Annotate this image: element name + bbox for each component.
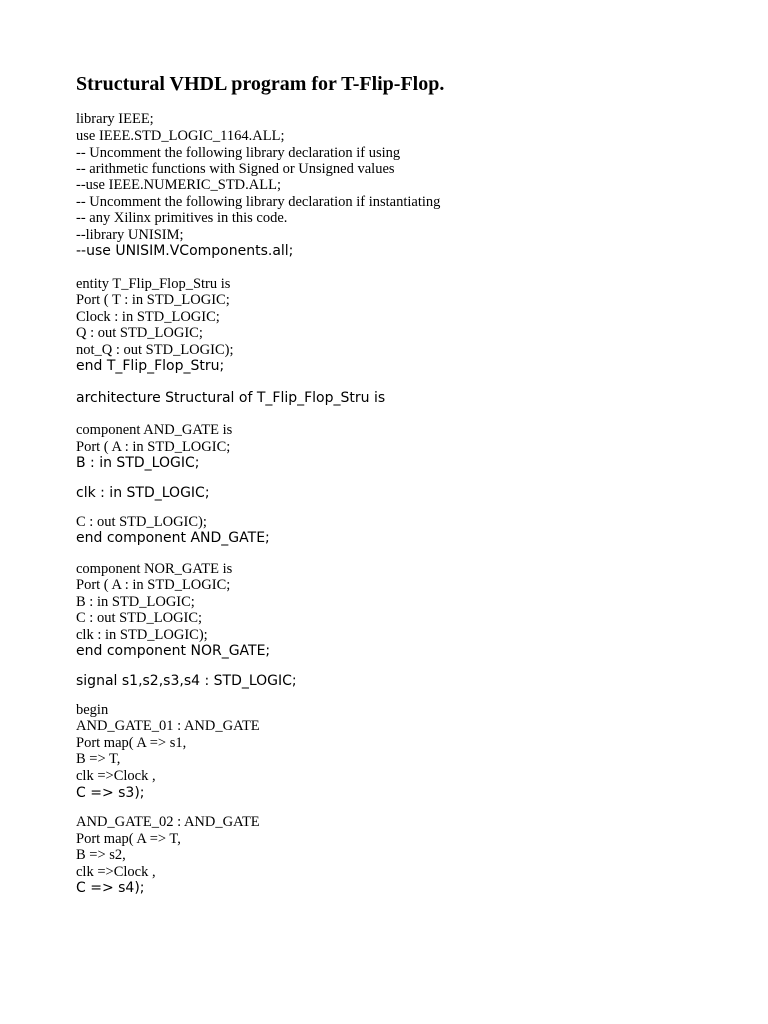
code-line: -- Uncomment the following library declaration if instantiating [76,194,441,210]
code-line: library IEEE; [76,111,154,127]
code-line: component NOR_GATE is [76,561,233,577]
code-line: not_Q : out STD_LOGIC); [76,342,234,358]
code-line: C => s4); [76,880,145,896]
code-line: B : in STD_LOGIC; [76,594,195,610]
code-line: -- any Xilinx primitives in this code. [76,210,288,226]
code-line: B => s2, [76,847,126,863]
code-line: Port map( A => s1, [76,735,187,751]
code-line: C => s3); [76,785,145,801]
code-line: C : out STD_LOGIC); [76,514,207,530]
code-line: entity T_Flip_Flop_Stru is [76,276,231,292]
code-line: Port ( A : in STD_LOGIC; [76,577,231,593]
document-title: Structural VHDL program for T-Flip-Flop. [76,73,445,95]
code-line: AND_GATE_01 : AND_GATE [76,718,260,734]
code-line: --use IEEE.NUMERIC_STD.ALL; [76,177,281,193]
code-line: B => T, [76,751,121,767]
code-line: Port map( A => T, [76,831,181,847]
code-line: clk : in STD_LOGIC; [76,485,210,501]
code-line: end component NOR_GATE; [76,643,271,659]
code-line: --use UNISIM.VComponents.all; [76,243,294,259]
code-line: -- arithmetic functions with Signed or Unsigned values [76,161,395,177]
code-line: clk =>Clock , [76,768,156,784]
code-line: Q : out STD_LOGIC; [76,325,203,341]
code-line: signal s1,s2,s3,s4 : STD_LOGIC; [76,673,297,689]
code-line: end component AND_GATE; [76,530,270,546]
code-line: end T_Flip_Flop_Stru; [76,358,225,374]
code-line: AND_GATE_02 : AND_GATE [76,814,260,830]
code-line: begin [76,702,109,718]
code-line: component AND_GATE is [76,422,233,438]
code-line: B : in STD_LOGIC; [76,455,200,471]
code-line: clk =>Clock , [76,864,156,880]
code-line: Port ( T : in STD_LOGIC; [76,292,230,308]
code-line: clk : in STD_LOGIC); [76,627,208,643]
code-line: Clock : in STD_LOGIC; [76,309,220,325]
code-line: architecture Structural of T_Flip_Flop_Stru is [76,390,386,406]
code-line: C : out STD_LOGIC; [76,610,203,626]
code-line: -- Uncomment the following library declaration if using [76,145,401,161]
code-line: use IEEE.STD_LOGIC_1164.ALL; [76,128,285,144]
code-line: Port ( A : in STD_LOGIC; [76,439,231,455]
code-line: --library UNISIM; [76,227,184,243]
